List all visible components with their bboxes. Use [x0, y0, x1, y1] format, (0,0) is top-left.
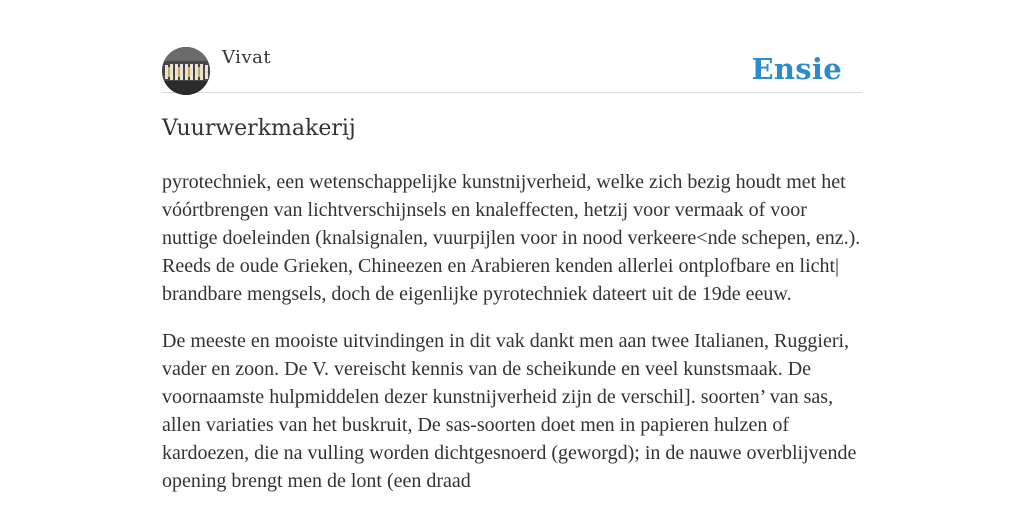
avatar-image	[162, 47, 210, 95]
article-paragraph: pyrotechniek, een wetenschappelijke kunstnijverheid, welke zich bezig houdt met het vóórtbrengen van lichtverschijnsels en knaleffecten, hetzij voor vermaak of voor nuttige doeleinden (knalsignalen, vuurpijlen voor in nood verkeere<nde schepen, enz.). Reeds de oude Grieken, Chineezen en Arabieren kenden allerlei ontplofbare en licht| brandbare mengsels, doch de eigenlijke pyrotechniek dateert uit de 19de eeuw.	[162, 171, 861, 305]
brand-logo[interactable]: Ensie	[751, 52, 842, 86]
author-name[interactable]: Vivat	[222, 47, 272, 68]
article-body	[162, 168, 862, 512]
article-paragraph: De meeste en mooiste uitvindingen in dit vak dankt men aan twee Italianen, Ruggieri, vader en zoon. De V. vereischt kennis van de scheikunde en veel kunstsmaak. De voornaamste hulpmiddelen dezer kunstnijverheid zijn de verschil]. soorten’ van sas, allen variaties van het buskruit, De sas-soorten doet men in papieren hulzen of kardoezen, die na vulling worden dichtgesnoerd (geworgd); in de nauwe overblijvende opening brengt men de lont (een draad	[162, 330, 857, 492]
header	[162, 47, 862, 93]
author-avatar[interactable]	[162, 47, 210, 95]
article-title: Vuurwerkmakerij	[162, 116, 356, 141]
